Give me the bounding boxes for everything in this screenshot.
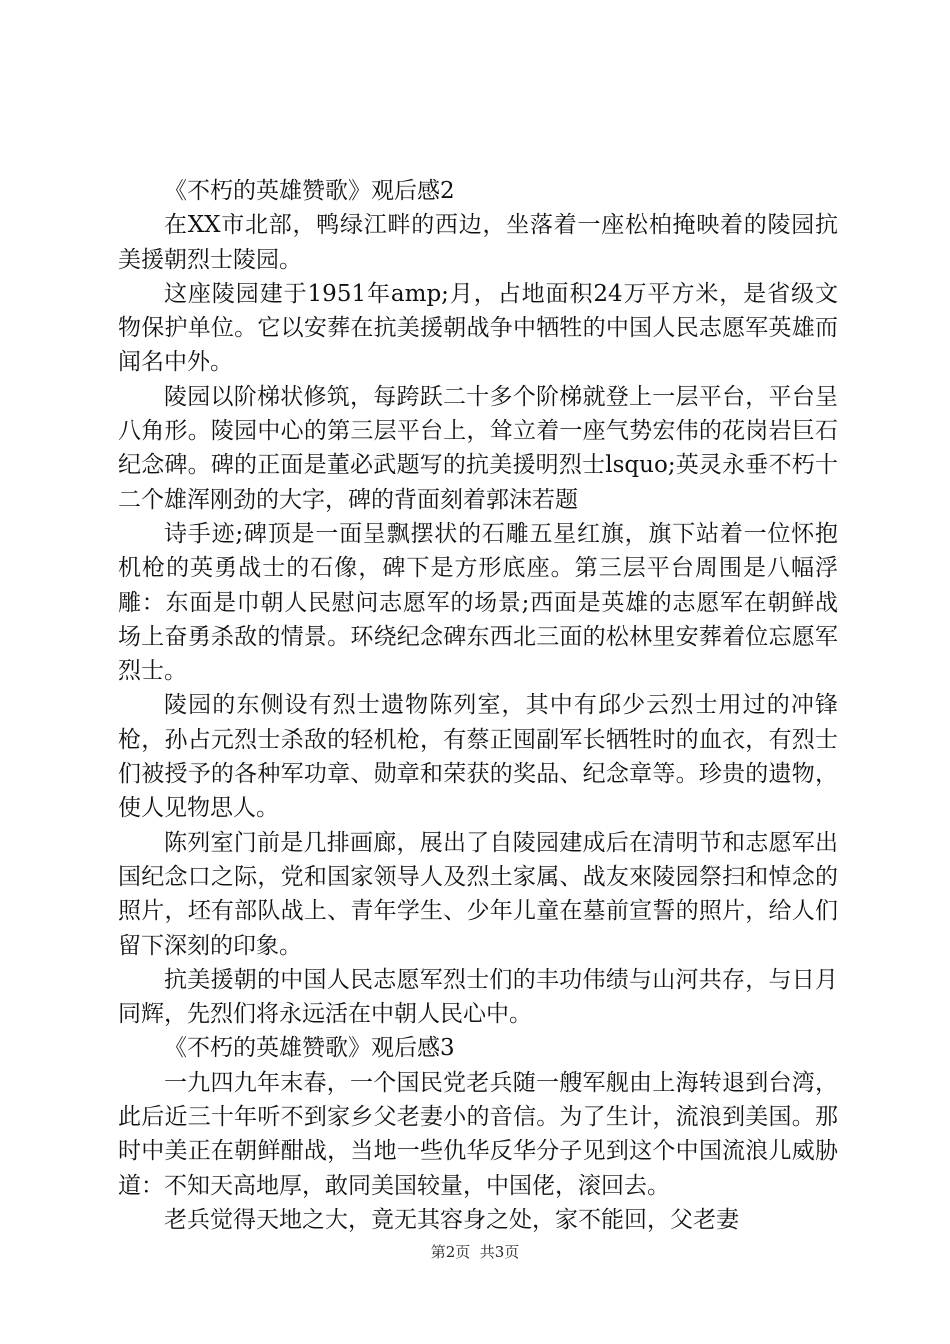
section-heading: 《不朽的英雄赞歌》观后感3 (164, 1035, 455, 1062)
paragraph: 在XX市北部，鸭绿江畔的西边，坐落着一座松柏掩映着的陵园抗美援朝烈士陵园。 (118, 212, 838, 273)
paragraph: 陵园以阶梯状修筑，每跨跃二十多个阶梯就登上一层平台，平台呈八角形。陵园中心的第三层平台上，耸立着一座气势宏伟的花岗岩巨石纪念碑。碑的正面是董必武题写的抗美援明烈士lsquo;英灵永垂不朽十二个雄浑刚劲的大字，碑的背面刻着郭沫若题 (118, 383, 838, 513)
paragraph: 陈列室门前是几排画廊，展出了自陵园建成后在清明节和志愿军出国纪念口之际，党和国家领导人及烈土家属、战友來陵园祭扫和悼念的照片，坯有部队战上、青年学生、少年儿童在墓前宣誓的照片，给人们留下深刻的印象。 (118, 829, 838, 959)
paragraph: 一九四九年末春，一个国民党老兵随一艘军舰由上海转退到台湾，此后近三十年听不到家乡父老妻小的音信。为了生计，流浪到美国。那时中美正在朝鲜酣战，当地一些仇华反华分子见到这个中国流浪儿威胁道：不知天高地厚，敢同美国较量，中国佬，滚回去。 (118, 1069, 838, 1199)
paragraph: 这座陵园建于1951年amp;月，占地面积24万平方米，是省级文物保护单位。它以安葬在抗美援朝战争中牺牲的中国人民志愿军英雄而闻名中外。 (118, 280, 838, 376)
document-body (118, 174, 838, 1237)
paragraph: 诗手迹;碑顶是一面呈飘摆状的石雕五星红旗，旗下站着一位怀抱机枪的英勇战士的石像，碑下是方形底座。第三层平台周围是八幅浮雕：东面是巾朝人民慰问志愿军的场景;西面是英雄的志愿军在朝鲜战场上奋勇杀敌的情景。环绕纪念碑东西北三面的松林里安葬着位忘愿军烈士。 (118, 520, 838, 685)
paragraph: 老兵觉得天地之大，竟无其容身之处，家不能回，父老妻 (164, 1206, 739, 1233)
page-footer: 第2页 共3页 (430, 1243, 520, 1261)
paragraph: 陵园的东侧设有烈士遗物陈列室，其中有邱少云烈士用过的冲锋枪，孙占元烈士杀敌的轻机枪，有蔡正囤副军长牺牲时的血衣，有烈士们被授予的各种军功章、勋章和荣获的奖品、纪念章等。珍贵的遗物，使人见物思人。 (118, 692, 838, 822)
section-heading: 《不朽的英雄赞歌》观后感2 (164, 178, 455, 204)
paragraph: 抗美援朝的中国人民志愿军烈士们的丰功伟绩与山河共存，与日月同辉，先烈们将永远活在中朝人民心中。 (118, 966, 838, 1028)
